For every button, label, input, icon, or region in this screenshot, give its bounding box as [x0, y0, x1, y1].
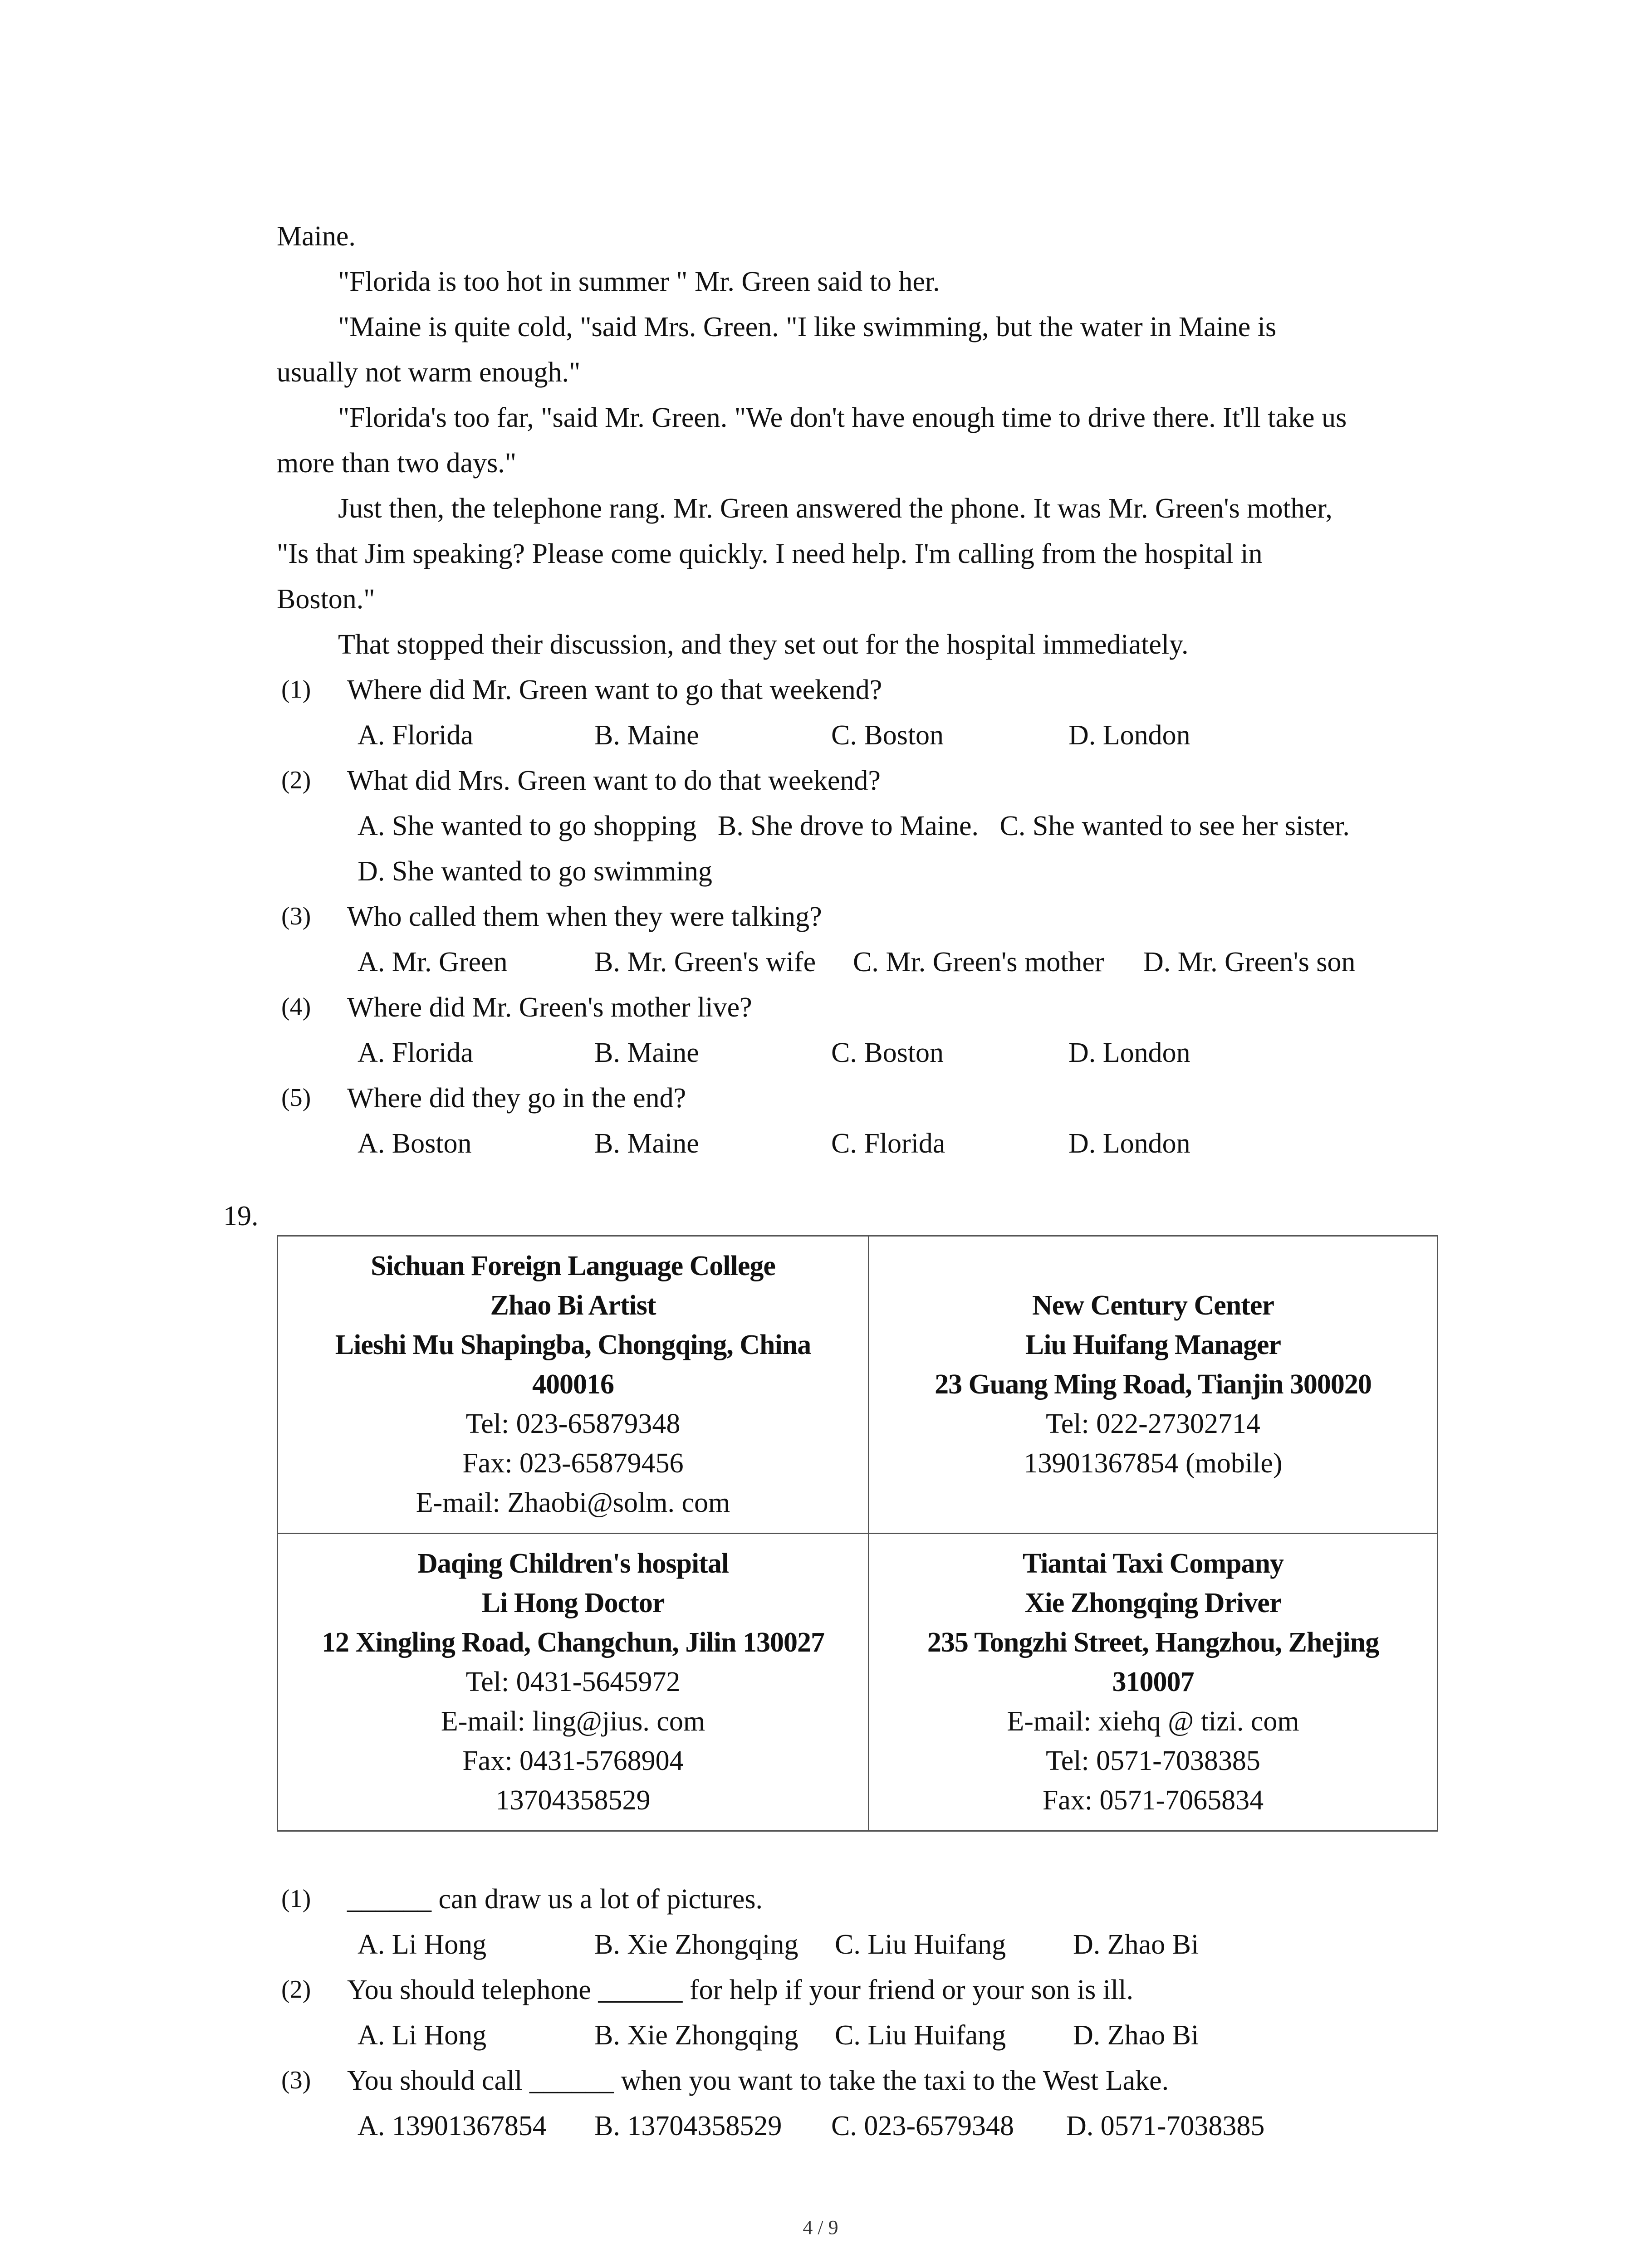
option-c: C. Liu Huifang [835, 1929, 1006, 1960]
card-address: Lieshi Mu Shapingba, Chongqing, China [335, 1330, 811, 1360]
option-a: A. Boston [358, 1128, 472, 1159]
question-number: (2) [281, 766, 311, 794]
question-19-number: 19. [223, 1201, 259, 1232]
question-text: What did Mrs. Green want to do that weekend? [347, 765, 881, 796]
option-c: C. Boston [831, 720, 944, 751]
option-c: C. Boston [831, 1037, 944, 1068]
passage-line: more than two days." [277, 448, 517, 479]
option-a: A. 13901367854 [358, 2111, 547, 2141]
card-tel: Tel: 023-65879348 [465, 1408, 681, 1439]
card-email: E-mail: ling@jius. com [441, 1706, 705, 1737]
question-number: (3) [281, 2066, 311, 2094]
option-a: A. Li Hong [358, 2020, 487, 2051]
option-c: C. Florida [831, 1128, 945, 1159]
card-address: 235 Tongzhi Street, Hangzhou, Zhejing [927, 1627, 1379, 1658]
option-a: A. Mr. Green [358, 947, 508, 978]
card-name-title: Liu Huifang Manager [1025, 1330, 1281, 1360]
question-number: (4) [281, 993, 311, 1021]
card-zhao-bi [278, 1236, 869, 1534]
card-fax: Fax: 023-65879456 [462, 1448, 684, 1479]
passage-line: "Florida's too far, "said Mr. Green. "We don't have enough time to drive there. It'll take us [338, 402, 1347, 433]
options-line: A. She wanted to go shopping B. She drove to Maine. C. She wanted to see her sister. [358, 811, 1350, 841]
card-tel: Tel: 0431-5645972 [465, 1667, 681, 1697]
question-text: Where did Mr. Green's mother live? [347, 992, 752, 1023]
passage-line: Just then, the telephone rang. Mr. Green answered the phone. It was Mr. Green's mother, [338, 493, 1332, 524]
passage-line: Maine. [277, 221, 356, 252]
page-number: 4 / 9 [803, 2216, 838, 2239]
option-b: B. 13704358529 [594, 2111, 782, 2141]
card-organization: Daqing Children's hospital [417, 1548, 729, 1579]
option-d: D. Zhao Bi [1073, 2020, 1199, 2051]
option-d: D. Zhao Bi [1073, 1929, 1199, 1960]
option-d: D. She wanted to go swimming [358, 856, 712, 887]
card-tel: Tel: 022-27302714 [1046, 1408, 1260, 1439]
question-text: You should call ______ when you want to take the taxi to the West Lake. [347, 2065, 1169, 2096]
option-a: A. Li Hong [358, 1929, 487, 1960]
question-number: (2) [281, 1975, 311, 2004]
card-email: E-mail: xiehq @ tizi. com [1007, 1706, 1299, 1737]
option-a: A. Florida [358, 1037, 473, 1068]
card-organization: Sichuan Foreign Language College [371, 1251, 775, 1281]
option-d: D. Mr. Green's son [1143, 947, 1356, 978]
question-text: ______ can draw us a lot of pictures. [347, 1884, 763, 1915]
option-c: C. Liu Huifang [835, 2020, 1006, 2051]
passage-line: Boston." [277, 584, 375, 615]
card-name-title: Li Hong Doctor [481, 1588, 665, 1618]
question-text: Where did Mr. Green want to go that weekend? [347, 675, 882, 705]
card-organization: New Century Center [1032, 1290, 1274, 1321]
option-b: B. Mr. Green's wife [594, 947, 816, 978]
card-address: 23 Guang Ming Road, Tianjin 300020 [935, 1369, 1372, 1400]
card-mobile: 13901367854 (mobile) [1024, 1448, 1283, 1479]
passage-line: "Is that Jim speaking? Please come quickly. I need help. I'm calling from the hospital in [277, 538, 1263, 569]
card-email: E-mail: Zhaobi@solm. com [416, 1487, 730, 1518]
card-mobile: 13704358529 [495, 1785, 651, 1816]
option-b: B. Maine [594, 720, 699, 751]
option-a: A. Florida [358, 720, 473, 751]
passage-line: "Maine is quite cold, "said Mrs. Green. "I like swimming, but the water in Maine is [338, 312, 1277, 342]
option-b: B. Xie Zhongqing [594, 1929, 798, 1960]
question-number: (3) [281, 902, 311, 930]
card-postcode: 310007 [1112, 1667, 1194, 1697]
question-number: (5) [281, 1084, 311, 1112]
option-d: D. London [1068, 720, 1190, 751]
question-number: (1) [281, 1885, 311, 1913]
passage-line: "Florida is too hot in summer " Mr. Green said to her. [338, 266, 940, 297]
card-xie-zhongqing [869, 1534, 1438, 1831]
option-c: C. Mr. Green's mother [853, 947, 1104, 978]
card-postcode: 400016 [532, 1369, 614, 1400]
option-c: C. 023-6579348 [831, 2111, 1014, 2141]
question-text: Where did they go in the end? [347, 1083, 686, 1114]
card-name-title: Xie Zhongqing Driver [1024, 1588, 1282, 1618]
question-text: Who called them when they were talking? [347, 901, 822, 932]
business-cards-table [277, 1235, 1438, 1832]
card-address: 12 Xingling Road, Changchun, Jilin 130027 [321, 1627, 825, 1658]
option-b: B. Maine [594, 1037, 699, 1068]
option-d: D. London [1068, 1128, 1190, 1159]
card-organization: Tiantai Taxi Company [1023, 1548, 1283, 1579]
card-name-title: Zhao Bi Artist [490, 1290, 656, 1321]
option-d: D. 0571-7038385 [1066, 2111, 1265, 2141]
passage-line: usually not warm enough." [277, 357, 581, 388]
option-d: D. London [1068, 1037, 1190, 1068]
card-fax: Fax: 0571-7065834 [1042, 1785, 1264, 1816]
card-liu-huifang [869, 1236, 1438, 1534]
question-text: You should telephone ______ for help if your friend or your son is ill. [347, 1975, 1133, 2005]
card-li-hong [278, 1534, 869, 1831]
card-tel: Tel: 0571-7038385 [1046, 1745, 1260, 1776]
passage-line: That stopped their discussion, and they set out for the hospital immediately. [338, 629, 1189, 660]
card-fax: Fax: 0431-5768904 [462, 1745, 684, 1776]
question-number: (1) [281, 675, 311, 704]
option-b: B. Xie Zhongqing [594, 2020, 798, 2051]
option-b: B. Maine [594, 1128, 699, 1159]
